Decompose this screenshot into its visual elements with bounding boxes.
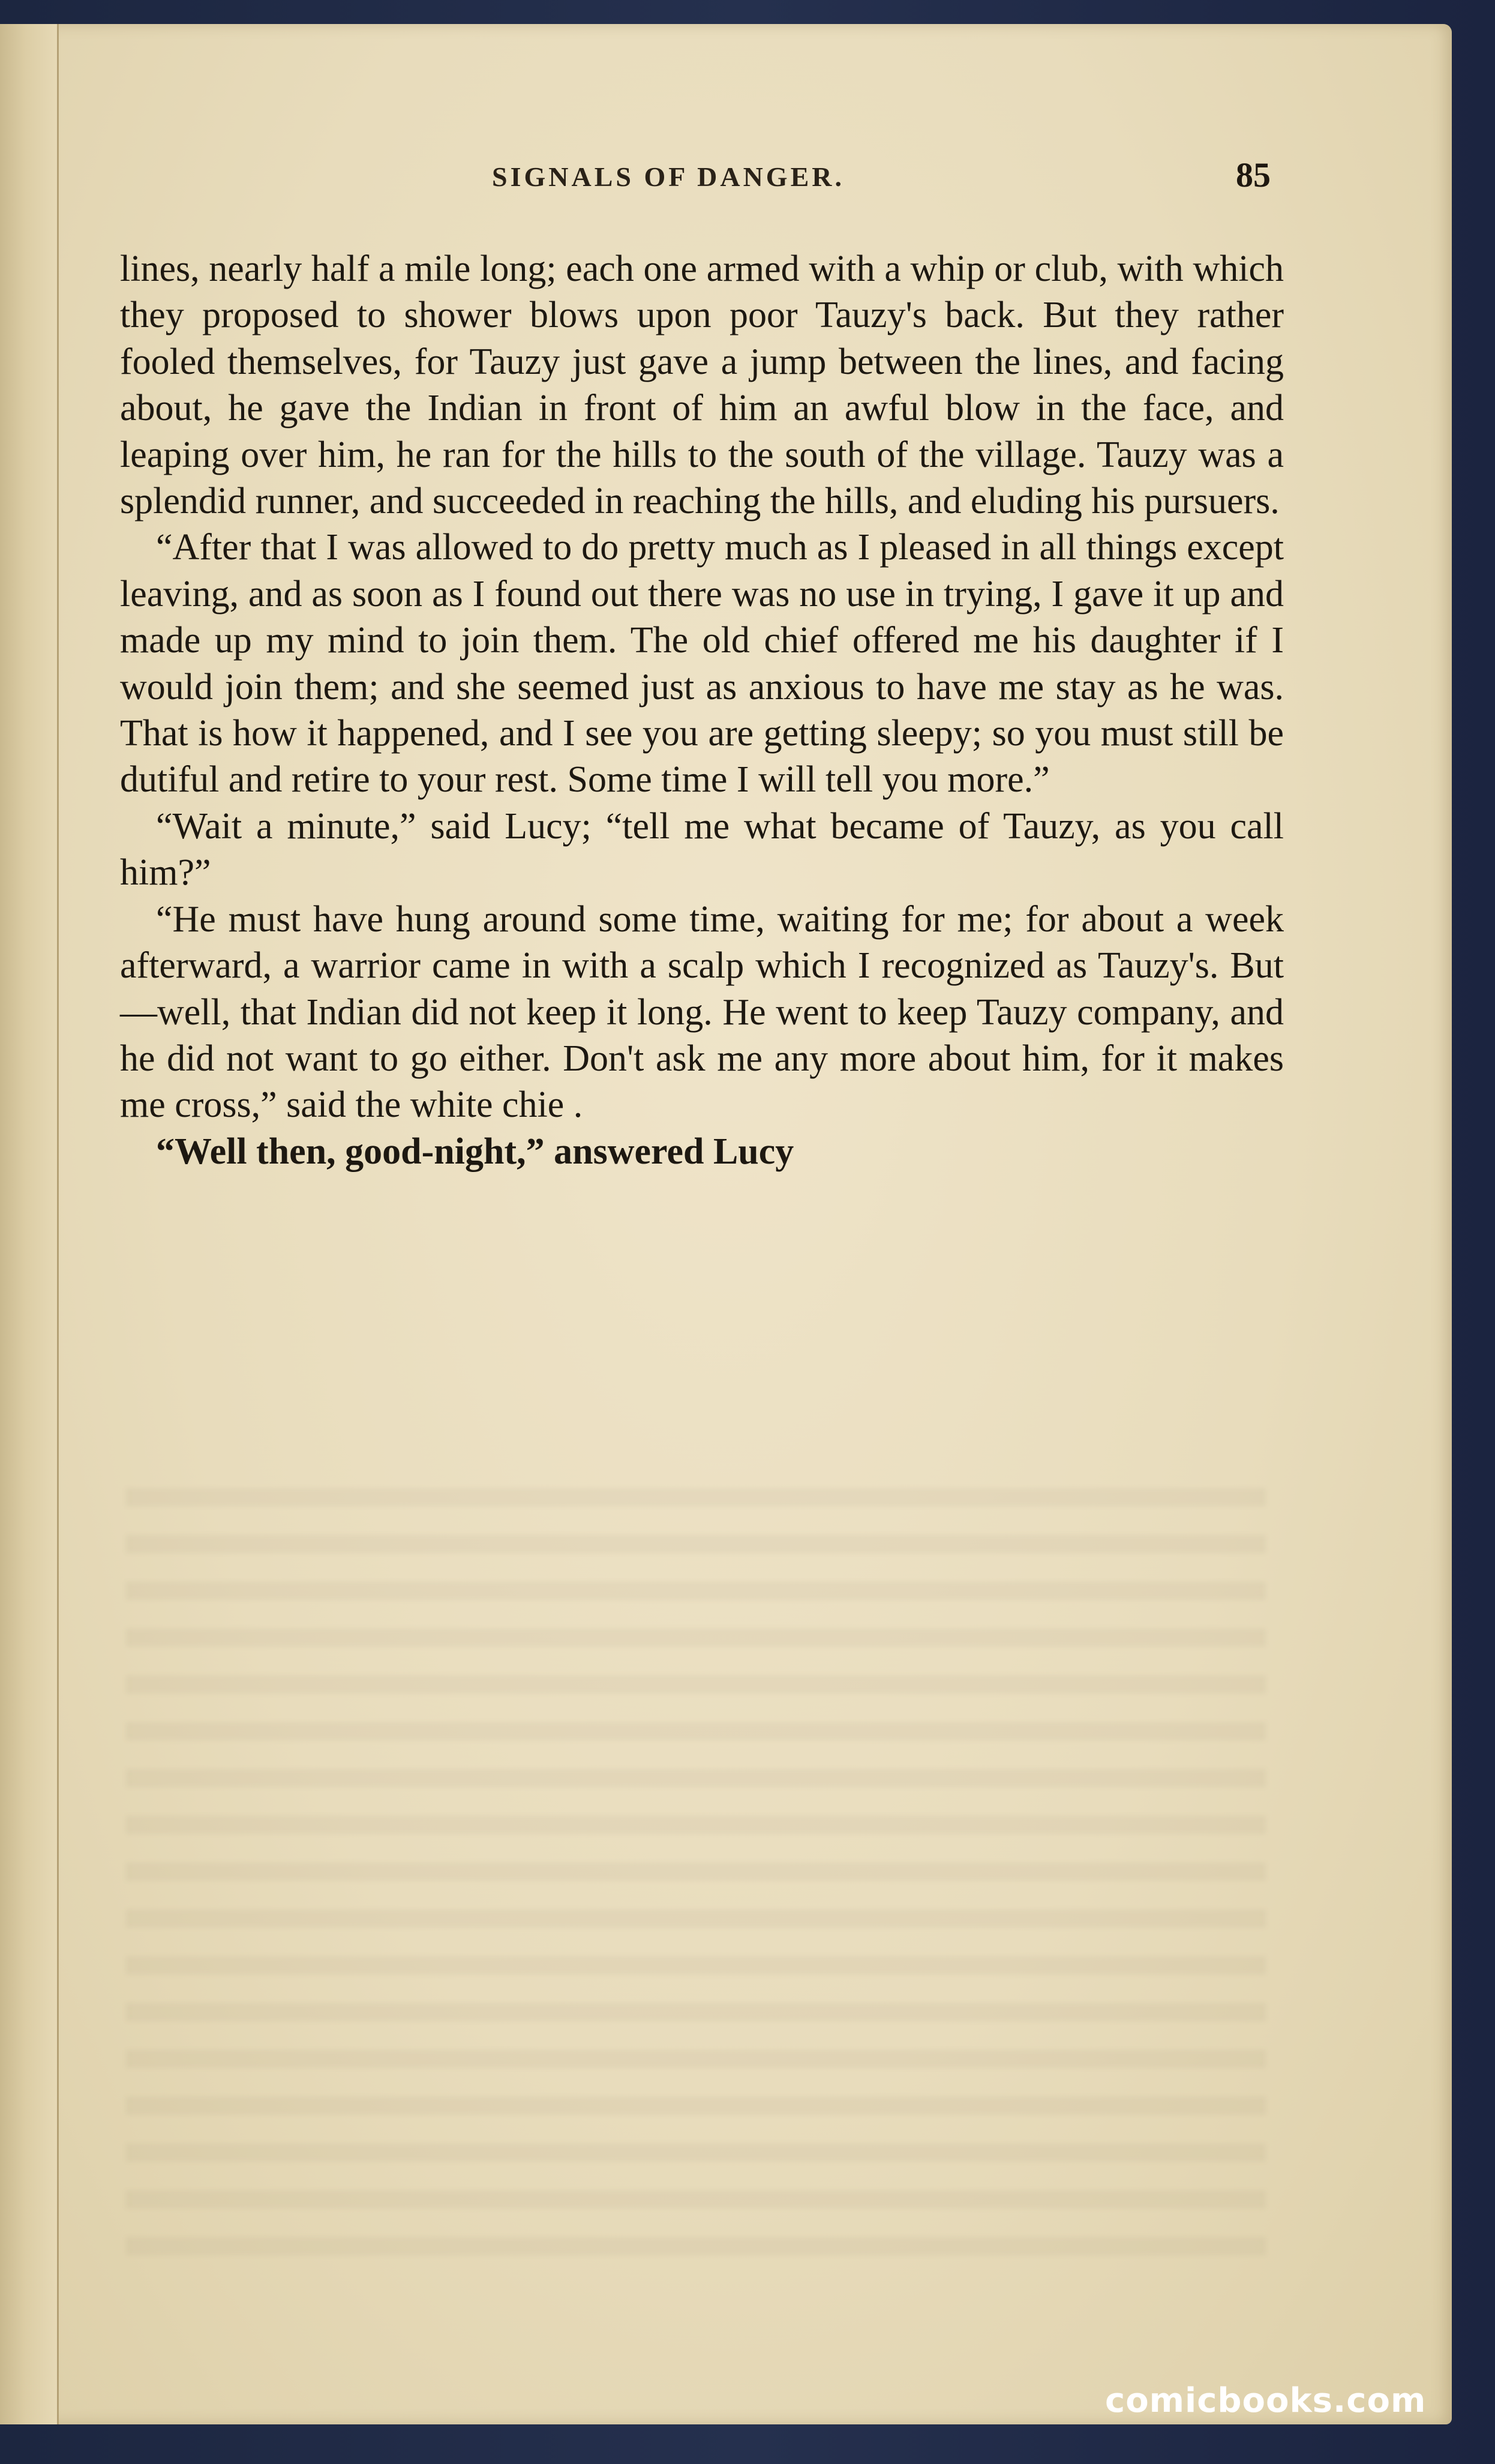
paragraph: lines, nearly half a mile long; each one armed with a whip or club, with which they proposed to shower blows upon poor Tauzy's back. But they rather fooled themselves, for Tauzy just gave a jump between the lines, and facing about, he gave the Indian in front of him an awful blow in the face, and leaping over him, he ran for the hills to the south of the village. Tauzy was a splendid runner, and succeeded in reaching the hills, and eluding his pursuers. (120, 248, 1284, 522)
page-number: 85 (1236, 155, 1271, 194)
show-through-texture (126, 1488, 1266, 2268)
paragraph: “After that I was allowed to do pretty much as I pleased in all things except leaving, and as soon as I found out there was no use in trying, I gave it up and made up my mind to join them. The old chief offered me his daughter if I would join them; and she seemed just as anxious to have me stay as he was. That is how it happened, and I see you are getting sleepy; so you must still be dutiful and retire to your rest. Some time I will tell you more.” (120, 527, 1284, 801)
paragraph: “He must have hung around some time, waiting for me; for about a week afterward, a warrior came in with a scalp which I recognized as Tauzy's. But—well, that Indian did not keep it long. He went to keep Tauzy company, and he did not want to go either. Don't ask me any more about him, for it makes me cross,” said the white chie . (120, 898, 1284, 1126)
running-head (0, 150, 1452, 204)
running-head-title: SIGNALS OF DANGER. (492, 161, 845, 192)
page-gutter (0, 24, 59, 2424)
paragraph: “Well then, good-night,” answered Lucy (156, 1131, 794, 1172)
watermark: comicbooks.com (1105, 2381, 1427, 2420)
paragraph: “Wait a minute,” said Lucy; “tell me what became of Tauzy, as you call him?” (120, 805, 1284, 894)
body-text (120, 246, 1284, 1175)
